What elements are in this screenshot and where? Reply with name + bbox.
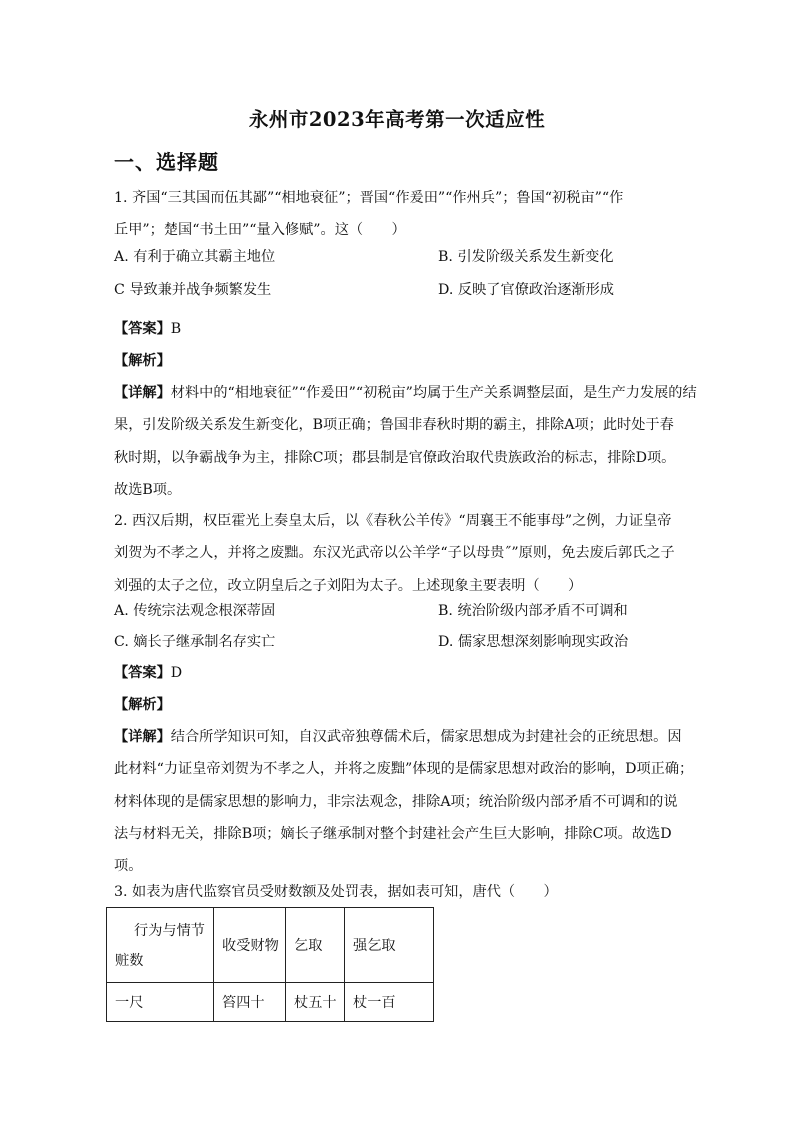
detail-line: 此材料“力证皇帝刘贺为不孝之人，并将之废黜”体现的是儒家思想对政治的影响，D项正确； <box>114 761 694 778</box>
question-1-option-c: C 导致兼并战争频繁发生 <box>114 282 272 298</box>
table-header-row <box>107 908 434 983</box>
question-1-answer <box>114 319 181 339</box>
question-2-option-b: B. 统治阶级内部矛盾不可调和 <box>438 603 628 619</box>
page-title: 永州市2023年高考第一次适应性 <box>248 108 546 131</box>
detail-line: 【详解】材料中的“相地衰征”“作爰田”“初税亩”均属于生产关系调整层面，是生产力发展的结 <box>114 385 697 401</box>
detail-label: 【详解】 <box>114 385 171 401</box>
question-2-option-c: C. 嫡长子继承制名存实亡 <box>114 634 276 650</box>
detail-line: 法与材料无关，排除B项；嫡长子继承制对整个封建社会产生巨大影响，排除C项。故选D <box>114 825 672 842</box>
table-cell: 笞四十 <box>214 983 286 1022</box>
table-diagonal-header <box>107 908 214 983</box>
header-bottom-label: 赃数 <box>115 953 144 969</box>
question-2-stem <box>114 505 686 602</box>
question-2-analysis-label: 【解析】 <box>114 697 171 713</box>
question-2-stem-line: 刘强的太子之位，改立阴皇后之子刘阳为太子。上述现象主要表明（ ） <box>114 577 583 594</box>
column-header: 乞取 <box>286 908 345 983</box>
section-heading: 一、选择题 <box>114 150 219 174</box>
table-cell: 杖五十 <box>286 983 345 1022</box>
detail-line: 材料体现的是儒家思想的影响力，非宗法观念，排除A项；统治阶级内部矛盾不可调和的说 <box>114 793 678 810</box>
detail-line: 故选B项。 <box>114 481 182 498</box>
question-1-analysis-label: 【解析】 <box>114 353 171 369</box>
row-label: 一尺 <box>107 983 214 1022</box>
column-header: 强乞取 <box>345 908 434 983</box>
question-2-stem-line: 2. 西汉后期，权臣霍光上奏皇太后，以《春秋公羊传》“周襄王不能事母”之例，力证皇帝 <box>114 513 672 529</box>
column-header: 收受财物 <box>214 908 286 983</box>
question-1-stem <box>114 182 686 247</box>
detail-label: 【详解】 <box>114 729 171 745</box>
question-2-detail <box>114 721 694 882</box>
question-3-stem: 3. 如表为唐代监察官员受财数额及处罚表，据如表可知，唐代（ ） <box>114 884 558 900</box>
question-1-detail <box>114 377 697 506</box>
detail-line: 【详解】结合所学知识可知，自汉武帝独尊儒术后，儒家思想成为封建社会的正统思想。因 <box>114 729 682 745</box>
header-top-label: 行为与情节 <box>134 923 205 939</box>
question-2-stem-line: 刘贺为不孝之人，并将之废黜。东汉光武帝以公羊学“子以母贵˝”原则，免去废后郭氏之子 <box>114 545 675 562</box>
detail-line: 果，引发阶级关系发生新变化，B项正确；鲁国非春秋时期的霸主，排除A项；此时处于春 <box>114 417 674 434</box>
question-1-option-b: B. 引发阶级关系发生新变化 <box>438 249 614 265</box>
detail-line: 秋时期，以争霸战争为主，排除C项；郡县制是官僚政治取代贵族政治的标志，排除D项。 <box>114 449 676 466</box>
question-1-option-a: A. 有利于确立其霸主地位 <box>114 249 276 265</box>
detail-line: 项。 <box>114 858 143 875</box>
question-2-option-d: D. 儒家思想深刻影响现实政治 <box>438 634 629 650</box>
question-1-stem-line: 1. 齐国“三其国而伍其鄙”“相地衰征”；晋国“作爰田”“作州兵”；鲁国“初税亩”“作 <box>114 190 624 206</box>
question-2-option-a: A. 传统宗法观念根深蒂固 <box>114 603 276 619</box>
question-1-stem-line: 丘甲”；楚国“书土田”“量入修赋”。这（ ） <box>114 222 406 239</box>
answer-label: 【答案】 <box>114 665 171 681</box>
answer-value: D <box>170 665 183 681</box>
question-1-option-d: D. 反映了官僚政治逐渐形成 <box>438 282 614 298</box>
question-2-answer <box>114 663 182 683</box>
answer-label: 【答案】 <box>114 321 171 337</box>
table-row <box>107 983 434 1022</box>
table-cell: 杖一百 <box>345 983 434 1022</box>
penalty-table <box>106 907 434 1022</box>
answer-value: B <box>170 321 182 337</box>
